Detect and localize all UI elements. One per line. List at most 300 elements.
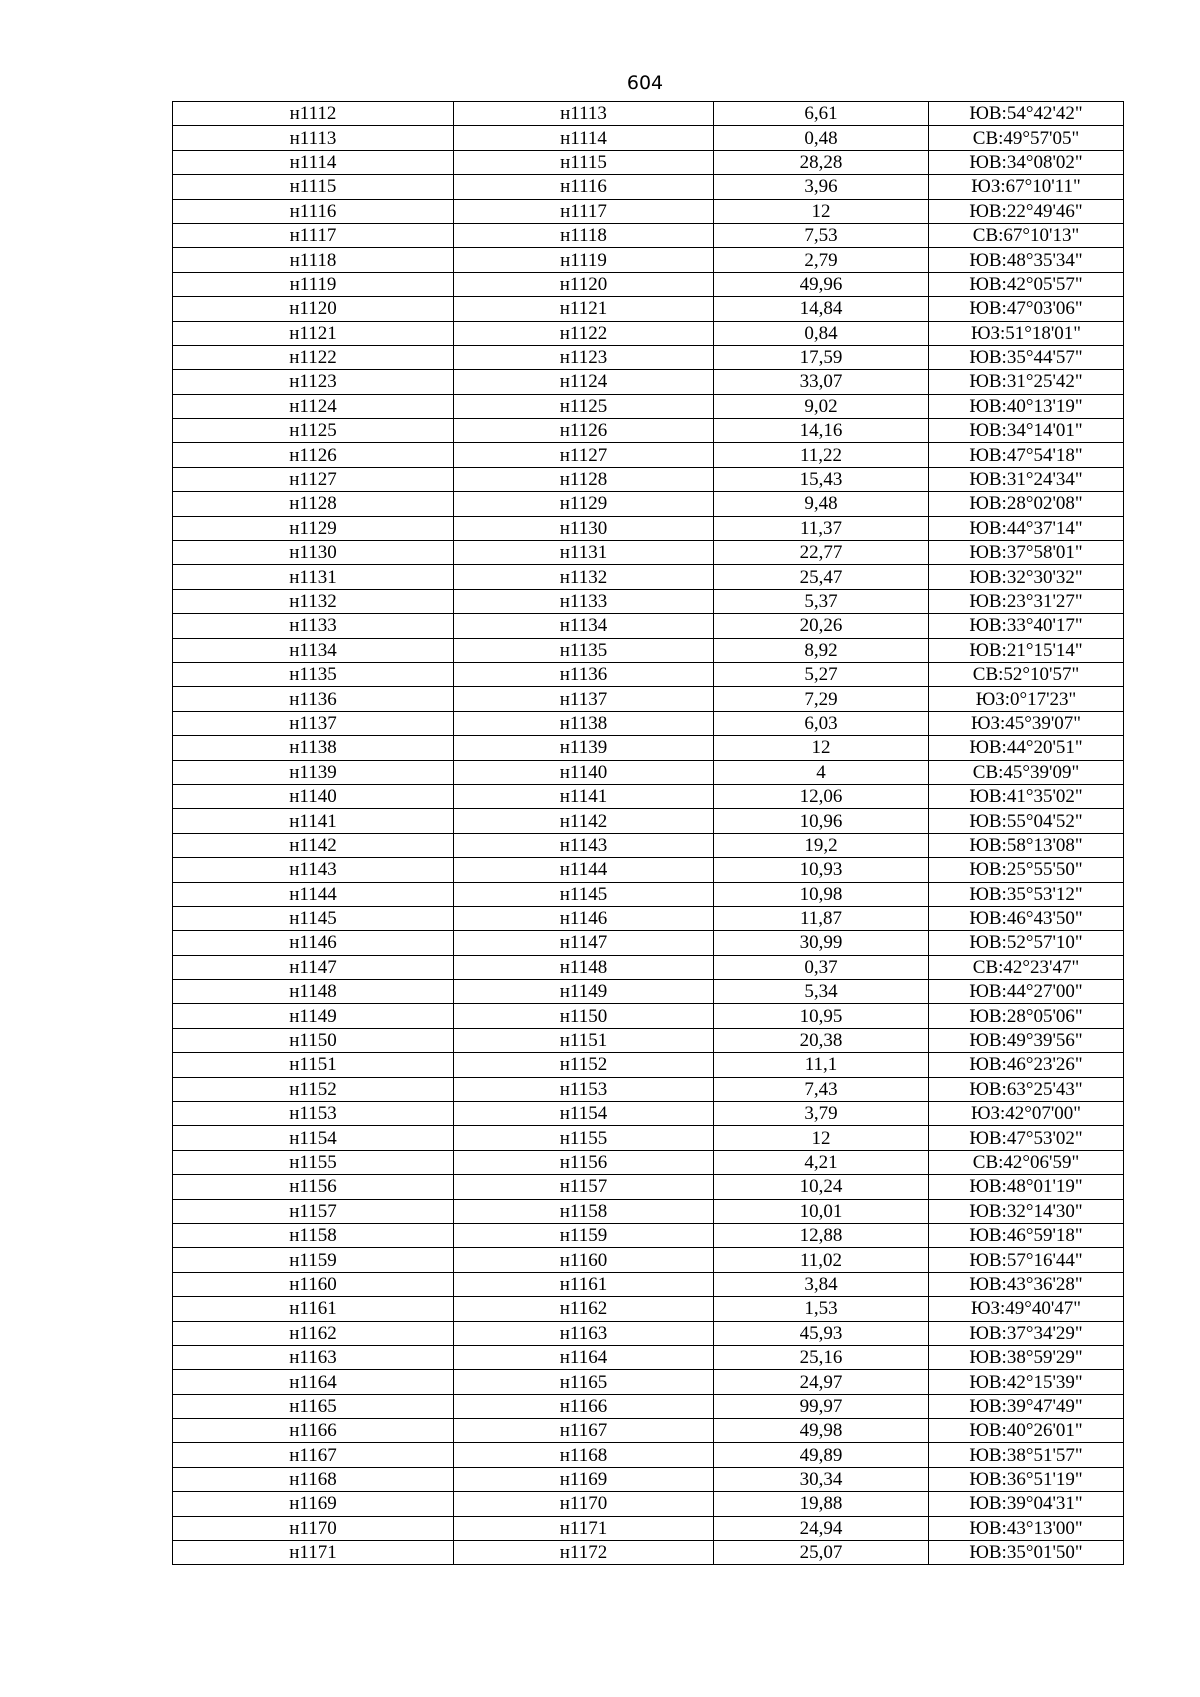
point-from-cell: н1150 [173, 1028, 454, 1052]
table-row [173, 443, 1124, 467]
bearing-cell: ЮВ:42°05'57" [929, 272, 1124, 296]
table-row [173, 614, 1124, 638]
point-from-cell: н1134 [173, 638, 454, 662]
point-from-cell: н1167 [173, 1443, 454, 1467]
point-from-cell: н1138 [173, 736, 454, 760]
point-to-cell: н1113 [454, 102, 714, 126]
point-to-cell: н1153 [454, 1077, 714, 1101]
point-to-cell: н1132 [454, 565, 714, 589]
point-from-cell: н1136 [173, 687, 454, 711]
point-from-cell: н1140 [173, 784, 454, 808]
distance-cell: 12,88 [714, 1223, 929, 1247]
table-row [173, 662, 1124, 686]
point-to-cell: н1135 [454, 638, 714, 662]
distance-cell: 14,84 [714, 297, 929, 321]
table-row [173, 906, 1124, 930]
point-from-cell: н1171 [173, 1541, 454, 1565]
point-to-cell: н1150 [454, 1004, 714, 1028]
table-row [173, 858, 1124, 882]
point-to-cell: н1125 [454, 394, 714, 418]
table-row [173, 1443, 1124, 1467]
point-from-cell: н1115 [173, 175, 454, 199]
bearing-cell: СВ:52°10'57" [929, 662, 1124, 686]
table-row [173, 1053, 1124, 1077]
table-row [173, 833, 1124, 857]
boundary-table [172, 101, 1124, 1565]
bearing-cell: ЮВ:39°47'49" [929, 1394, 1124, 1418]
distance-cell: 8,92 [714, 638, 929, 662]
distance-cell: 12,06 [714, 784, 929, 808]
table-row [173, 1321, 1124, 1345]
point-to-cell: н1133 [454, 589, 714, 613]
point-from-cell: н1154 [173, 1126, 454, 1150]
distance-cell: 2,79 [714, 248, 929, 272]
distance-cell: 28,28 [714, 150, 929, 174]
table-row [173, 419, 1124, 443]
distance-cell: 9,02 [714, 394, 929, 418]
distance-cell: 0,84 [714, 321, 929, 345]
point-to-cell: н1151 [454, 1028, 714, 1052]
bearing-cell: ЮВ:40°26'01" [929, 1419, 1124, 1443]
distance-cell: 10,96 [714, 809, 929, 833]
table-row [173, 931, 1124, 955]
point-to-cell: н1141 [454, 784, 714, 808]
point-from-cell: н1164 [173, 1370, 454, 1394]
point-from-cell: н1121 [173, 321, 454, 345]
table-row [173, 687, 1124, 711]
table-row [173, 1199, 1124, 1223]
distance-cell: 0,48 [714, 126, 929, 150]
table-row [173, 1370, 1124, 1394]
table-row [173, 1516, 1124, 1540]
point-to-cell: н1123 [454, 345, 714, 369]
point-from-cell: н1159 [173, 1248, 454, 1272]
point-to-cell: н1164 [454, 1345, 714, 1369]
bearing-cell: ЮВ:43°36'28" [929, 1272, 1124, 1296]
bearing-cell: ЮВ:32°30'32" [929, 565, 1124, 589]
point-from-cell: н1141 [173, 809, 454, 833]
bearing-cell: ЮВ:31°25'42" [929, 370, 1124, 394]
distance-cell: 12 [714, 736, 929, 760]
bearing-cell: ЮЗ:45°39'07" [929, 711, 1124, 735]
bearing-cell: ЮВ:46°23'26" [929, 1053, 1124, 1077]
bearing-cell: ЮВ:46°59'18" [929, 1223, 1124, 1247]
distance-cell: 4,21 [714, 1150, 929, 1174]
point-from-cell: н1114 [173, 150, 454, 174]
point-from-cell: н1165 [173, 1394, 454, 1418]
point-from-cell: н1163 [173, 1345, 454, 1369]
point-from-cell: н1116 [173, 199, 454, 223]
bearing-cell: ЮВ:25°55'50" [929, 858, 1124, 882]
point-from-cell: н1168 [173, 1467, 454, 1491]
point-to-cell: н1138 [454, 711, 714, 735]
distance-cell: 22,77 [714, 541, 929, 565]
point-from-cell: н1131 [173, 565, 454, 589]
point-to-cell: н1170 [454, 1492, 714, 1516]
table-row [173, 516, 1124, 540]
point-from-cell: н1123 [173, 370, 454, 394]
distance-cell: 0,37 [714, 955, 929, 979]
table-row [173, 272, 1124, 296]
point-to-cell: н1158 [454, 1199, 714, 1223]
point-to-cell: н1134 [454, 614, 714, 638]
table-row [173, 1272, 1124, 1296]
point-from-cell: н1162 [173, 1321, 454, 1345]
distance-cell: 11,87 [714, 906, 929, 930]
point-from-cell: н1143 [173, 858, 454, 882]
table-row [173, 1297, 1124, 1321]
distance-cell: 49,96 [714, 272, 929, 296]
distance-cell: 10,93 [714, 858, 929, 882]
bearing-cell: ЮВ:28°02'08" [929, 492, 1124, 516]
bearing-cell: ЮВ:21°15'14" [929, 638, 1124, 662]
bearing-cell: ЮВ:47°53'02" [929, 1126, 1124, 1150]
distance-cell: 10,01 [714, 1199, 929, 1223]
point-from-cell: н1160 [173, 1272, 454, 1296]
point-from-cell: н1112 [173, 102, 454, 126]
bearing-cell: ЮЗ:67°10'11" [929, 175, 1124, 199]
bearing-cell: ЮВ:36°51'19" [929, 1467, 1124, 1491]
distance-cell: 99,97 [714, 1394, 929, 1418]
point-to-cell: н1143 [454, 833, 714, 857]
bearing-cell: ЮВ:39°04'31" [929, 1492, 1124, 1516]
bearing-cell: ЮВ:47°54'18" [929, 443, 1124, 467]
point-to-cell: н1131 [454, 541, 714, 565]
point-from-cell: н1126 [173, 443, 454, 467]
point-to-cell: н1145 [454, 882, 714, 906]
point-from-cell: н1137 [173, 711, 454, 735]
table-row [173, 1467, 1124, 1491]
bearing-cell: СВ:42°06'59" [929, 1150, 1124, 1174]
bearing-cell: ЮВ:52°57'10" [929, 931, 1124, 955]
bearing-cell: ЮВ:37°34'29" [929, 1321, 1124, 1345]
distance-cell: 11,22 [714, 443, 929, 467]
point-from-cell: н1113 [173, 126, 454, 150]
point-from-cell: н1133 [173, 614, 454, 638]
point-to-cell: н1165 [454, 1370, 714, 1394]
distance-cell: 25,47 [714, 565, 929, 589]
point-from-cell: н1158 [173, 1223, 454, 1247]
table-row [173, 736, 1124, 760]
point-to-cell: н1139 [454, 736, 714, 760]
point-from-cell: н1118 [173, 248, 454, 272]
point-from-cell: н1119 [173, 272, 454, 296]
table-row [173, 321, 1124, 345]
table-row [173, 760, 1124, 784]
distance-cell: 11,1 [714, 1053, 929, 1077]
point-from-cell: н1148 [173, 980, 454, 1004]
distance-cell: 11,02 [714, 1248, 929, 1272]
point-to-cell: н1161 [454, 1272, 714, 1296]
point-to-cell: н1114 [454, 126, 714, 150]
point-from-cell: н1130 [173, 541, 454, 565]
distance-cell: 3,84 [714, 1272, 929, 1296]
point-to-cell: н1160 [454, 1248, 714, 1272]
bearing-cell: ЮВ:63°25'43" [929, 1077, 1124, 1101]
distance-cell: 33,07 [714, 370, 929, 394]
point-to-cell: н1128 [454, 467, 714, 491]
point-to-cell: н1168 [454, 1443, 714, 1467]
table-row [173, 126, 1124, 150]
bearing-cell: ЮВ:44°27'00" [929, 980, 1124, 1004]
point-to-cell: н1115 [454, 150, 714, 174]
distance-cell: 7,29 [714, 687, 929, 711]
point-from-cell: н1157 [173, 1199, 454, 1223]
point-from-cell: н1152 [173, 1077, 454, 1101]
point-from-cell: н1144 [173, 882, 454, 906]
table-row [173, 541, 1124, 565]
table-row [173, 223, 1124, 247]
table-row [173, 1541, 1124, 1565]
distance-cell: 24,94 [714, 1516, 929, 1540]
point-to-cell: н1140 [454, 760, 714, 784]
distance-cell: 15,43 [714, 467, 929, 491]
distance-cell: 3,79 [714, 1102, 929, 1126]
bearing-cell: ЮВ:34°08'02" [929, 150, 1124, 174]
distance-cell: 6,61 [714, 102, 929, 126]
point-to-cell: н1155 [454, 1126, 714, 1150]
distance-cell: 10,95 [714, 1004, 929, 1028]
bearing-cell: ЮВ:34°14'01" [929, 419, 1124, 443]
point-from-cell: н1127 [173, 467, 454, 491]
point-to-cell: н1157 [454, 1175, 714, 1199]
bearing-cell: ЮВ:46°43'50" [929, 906, 1124, 930]
bearing-cell: ЮВ:42°15'39" [929, 1370, 1124, 1394]
point-to-cell: н1122 [454, 321, 714, 345]
bearing-cell: ЮЗ:42°07'00" [929, 1102, 1124, 1126]
table-row [173, 199, 1124, 223]
table-row [173, 711, 1124, 735]
table-row [173, 1394, 1124, 1418]
bearing-cell: ЮВ:31°24'34" [929, 467, 1124, 491]
bearing-cell: ЮВ:40°13'19" [929, 394, 1124, 418]
distance-cell: 12 [714, 1126, 929, 1150]
distance-cell: 7,43 [714, 1077, 929, 1101]
table-row [173, 980, 1124, 1004]
point-to-cell: н1166 [454, 1394, 714, 1418]
point-to-cell: н1130 [454, 516, 714, 540]
bearing-cell: ЮВ:58°13'08" [929, 833, 1124, 857]
point-to-cell: н1116 [454, 175, 714, 199]
point-from-cell: н1139 [173, 760, 454, 784]
table-row [173, 1248, 1124, 1272]
distance-cell: 25,16 [714, 1345, 929, 1369]
distance-cell: 20,26 [714, 614, 929, 638]
distance-cell: 24,97 [714, 1370, 929, 1394]
table-row [173, 150, 1124, 174]
bearing-cell: ЮВ:54°42'42" [929, 102, 1124, 126]
point-to-cell: н1118 [454, 223, 714, 247]
distance-cell: 9,48 [714, 492, 929, 516]
bearing-cell: ЮЗ:0°17'23" [929, 687, 1124, 711]
distance-cell: 5,37 [714, 589, 929, 613]
point-from-cell: н1169 [173, 1492, 454, 1516]
table-row [173, 175, 1124, 199]
bearing-cell: СВ:67°10'13" [929, 223, 1124, 247]
point-from-cell: н1147 [173, 955, 454, 979]
bearing-cell: ЮВ:48°01'19" [929, 1175, 1124, 1199]
point-to-cell: н1167 [454, 1419, 714, 1443]
point-to-cell: н1137 [454, 687, 714, 711]
point-from-cell: н1145 [173, 906, 454, 930]
table-row [173, 1492, 1124, 1516]
bearing-cell: ЮВ:33°40'17" [929, 614, 1124, 638]
bearing-cell: ЮВ:48°35'34" [929, 248, 1124, 272]
point-from-cell: н1128 [173, 492, 454, 516]
bearing-cell: ЮЗ:51°18'01" [929, 321, 1124, 345]
point-to-cell: н1127 [454, 443, 714, 467]
distance-cell: 30,99 [714, 931, 929, 955]
point-to-cell: н1169 [454, 1467, 714, 1491]
bearing-cell: ЮВ:43°13'00" [929, 1516, 1124, 1540]
point-to-cell: н1159 [454, 1223, 714, 1247]
point-from-cell: н1166 [173, 1419, 454, 1443]
distance-cell: 7,53 [714, 223, 929, 247]
point-from-cell: н1149 [173, 1004, 454, 1028]
point-to-cell: н1126 [454, 419, 714, 443]
distance-cell: 10,98 [714, 882, 929, 906]
bearing-cell: ЮВ:49°39'56" [929, 1028, 1124, 1052]
distance-cell: 17,59 [714, 345, 929, 369]
table-row [173, 1345, 1124, 1369]
table-row [173, 955, 1124, 979]
table-row [173, 345, 1124, 369]
bearing-cell: ЮВ:47°03'06" [929, 297, 1124, 321]
point-to-cell: н1163 [454, 1321, 714, 1345]
distance-cell: 12 [714, 199, 929, 223]
point-from-cell: н1132 [173, 589, 454, 613]
table-row [173, 1004, 1124, 1028]
point-to-cell: н1154 [454, 1102, 714, 1126]
distance-cell: 3,96 [714, 175, 929, 199]
distance-cell: 11,37 [714, 516, 929, 540]
table-row [173, 1150, 1124, 1174]
bearing-cell: ЮВ:44°20'51" [929, 736, 1124, 760]
bearing-cell: СВ:45°39'09" [929, 760, 1124, 784]
bearing-cell: ЮВ:35°01'50" [929, 1541, 1124, 1565]
point-from-cell: н1120 [173, 297, 454, 321]
point-from-cell: н1151 [173, 1053, 454, 1077]
table-row [173, 1028, 1124, 1052]
point-to-cell: н1148 [454, 955, 714, 979]
point-from-cell: н1122 [173, 345, 454, 369]
bearing-cell: ЮВ:22°49'46" [929, 199, 1124, 223]
point-from-cell: н1170 [173, 1516, 454, 1540]
bearing-cell: ЮВ:38°59'29" [929, 1345, 1124, 1369]
point-from-cell: н1161 [173, 1297, 454, 1321]
distance-cell: 10,24 [714, 1175, 929, 1199]
point-to-cell: н1124 [454, 370, 714, 394]
bearing-cell: ЮВ:32°14'30" [929, 1199, 1124, 1223]
table-row [173, 589, 1124, 613]
bearing-cell: ЮВ:57°16'44" [929, 1248, 1124, 1272]
bearing-cell: ЮЗ:49°40'47" [929, 1297, 1124, 1321]
table-row [173, 1175, 1124, 1199]
point-to-cell: н1136 [454, 662, 714, 686]
distance-cell: 19,88 [714, 1492, 929, 1516]
point-to-cell: н1144 [454, 858, 714, 882]
bearing-cell: ЮВ:28°05'06" [929, 1004, 1124, 1028]
table-row [173, 492, 1124, 516]
point-to-cell: н1156 [454, 1150, 714, 1174]
point-to-cell: н1149 [454, 980, 714, 1004]
point-to-cell: н1129 [454, 492, 714, 516]
point-to-cell: н1117 [454, 199, 714, 223]
table-row [173, 1126, 1124, 1150]
distance-cell: 30,34 [714, 1467, 929, 1491]
point-to-cell: н1142 [454, 809, 714, 833]
distance-cell: 49,89 [714, 1443, 929, 1467]
bearing-cell: ЮВ:38°51'57" [929, 1443, 1124, 1467]
point-to-cell: н1146 [454, 906, 714, 930]
distance-cell: 49,98 [714, 1419, 929, 1443]
point-from-cell: н1117 [173, 223, 454, 247]
point-to-cell: н1147 [454, 931, 714, 955]
distance-cell: 25,07 [714, 1541, 929, 1565]
table-row [173, 102, 1124, 126]
table-row [173, 809, 1124, 833]
bearing-cell: ЮВ:35°53'12" [929, 882, 1124, 906]
page-number: 604 [626, 72, 664, 94]
point-from-cell: н1125 [173, 419, 454, 443]
point-from-cell: н1135 [173, 662, 454, 686]
point-to-cell: н1162 [454, 1297, 714, 1321]
table-row [173, 394, 1124, 418]
bearing-cell: ЮВ:23°31'27" [929, 589, 1124, 613]
point-from-cell: н1142 [173, 833, 454, 857]
table-row [173, 638, 1124, 662]
distance-cell: 19,2 [714, 833, 929, 857]
bearing-cell: ЮВ:44°37'14" [929, 516, 1124, 540]
distance-cell: 14,16 [714, 419, 929, 443]
distance-cell: 45,93 [714, 1321, 929, 1345]
point-from-cell: н1124 [173, 394, 454, 418]
bearing-cell: ЮВ:37°58'01" [929, 541, 1124, 565]
distance-cell: 5,27 [714, 662, 929, 686]
point-from-cell: н1129 [173, 516, 454, 540]
table-row [173, 784, 1124, 808]
point-to-cell: н1171 [454, 1516, 714, 1540]
distance-cell: 5,34 [714, 980, 929, 1004]
point-from-cell: н1146 [173, 931, 454, 955]
distance-cell: 1,53 [714, 1297, 929, 1321]
distance-cell: 4 [714, 760, 929, 784]
point-to-cell: н1172 [454, 1541, 714, 1565]
table-row [173, 1102, 1124, 1126]
table-row [173, 248, 1124, 272]
point-to-cell: н1121 [454, 297, 714, 321]
distance-cell: 6,03 [714, 711, 929, 735]
point-to-cell: н1119 [454, 248, 714, 272]
bearing-cell: ЮВ:41°35'02" [929, 784, 1124, 808]
table-body [173, 102, 1124, 1565]
table-row [173, 1223, 1124, 1247]
point-from-cell: н1156 [173, 1175, 454, 1199]
table-row [173, 882, 1124, 906]
table-row [173, 565, 1124, 589]
table-row [173, 467, 1124, 491]
bearing-cell: ЮВ:55°04'52" [929, 809, 1124, 833]
bearing-cell: ЮВ:35°44'57" [929, 345, 1124, 369]
point-from-cell: н1155 [173, 1150, 454, 1174]
point-to-cell: н1152 [454, 1053, 714, 1077]
table-row [173, 1077, 1124, 1101]
point-from-cell: н1153 [173, 1102, 454, 1126]
point-to-cell: н1120 [454, 272, 714, 296]
table-row [173, 1419, 1124, 1443]
table-row [173, 297, 1124, 321]
table-row [173, 370, 1124, 394]
